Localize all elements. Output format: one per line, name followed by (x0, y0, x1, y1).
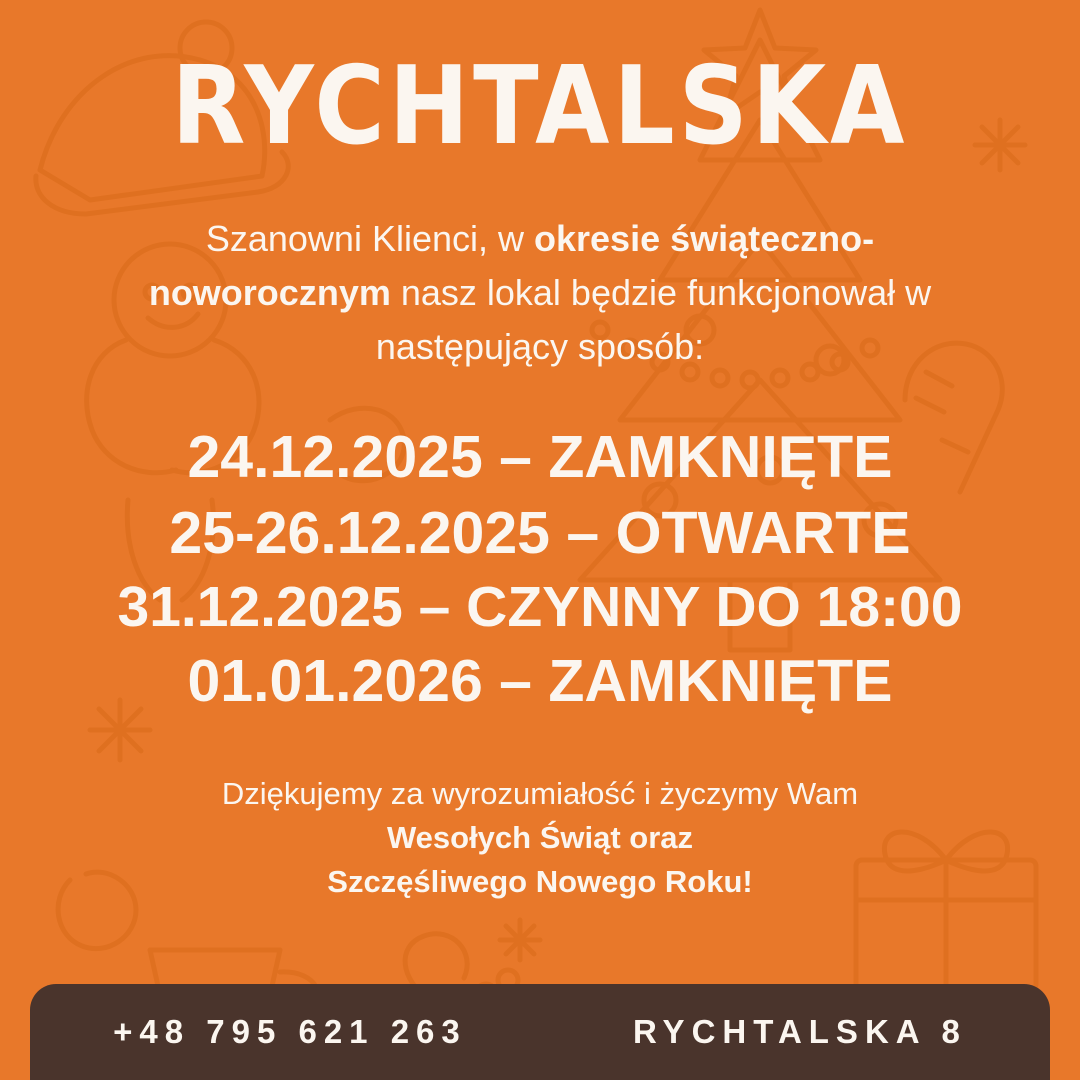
opening-hours-list (20, 420, 1060, 720)
opening-hours-line: 24.12.2025 – ZAMKNIĘTE (187, 424, 893, 490)
intro-text-part2: nasz lokal będzie funkcjonował w następujący sposób: (375, 272, 932, 367)
thanks-line-1: Dziękujemy za wyrozumiałość i życzymy Wam (221, 775, 859, 811)
opening-hours-line: 01.01.2026 – ZAMKNIĘTE (187, 647, 893, 714)
thanks-line-2: Wesołych Świąt oraz (386, 819, 694, 855)
thanks-line-3: Szczęśliwego Nowego Roku! (327, 863, 753, 899)
intro-paragraph (90, 212, 990, 374)
phone-number[interactable]: +48 795 621 263 (113, 1013, 467, 1050)
contact-footer (30, 984, 1050, 1080)
page-title: RYCHTALSKA (171, 43, 909, 169)
street-address: RYCHTALSKA 8 (632, 1013, 967, 1050)
intro-text-part1: Szanowni Klienci, w (205, 218, 534, 259)
thanks-message (60, 772, 1020, 904)
intro-text-bold: okresie świąteczno-noworocznym (148, 218, 875, 313)
opening-hours-line: 25-26.12.2025 – OTWARTE (169, 499, 911, 566)
opening-hours-line: 31.12.2025 – CZYNNY DO 18:00 (117, 575, 963, 640)
